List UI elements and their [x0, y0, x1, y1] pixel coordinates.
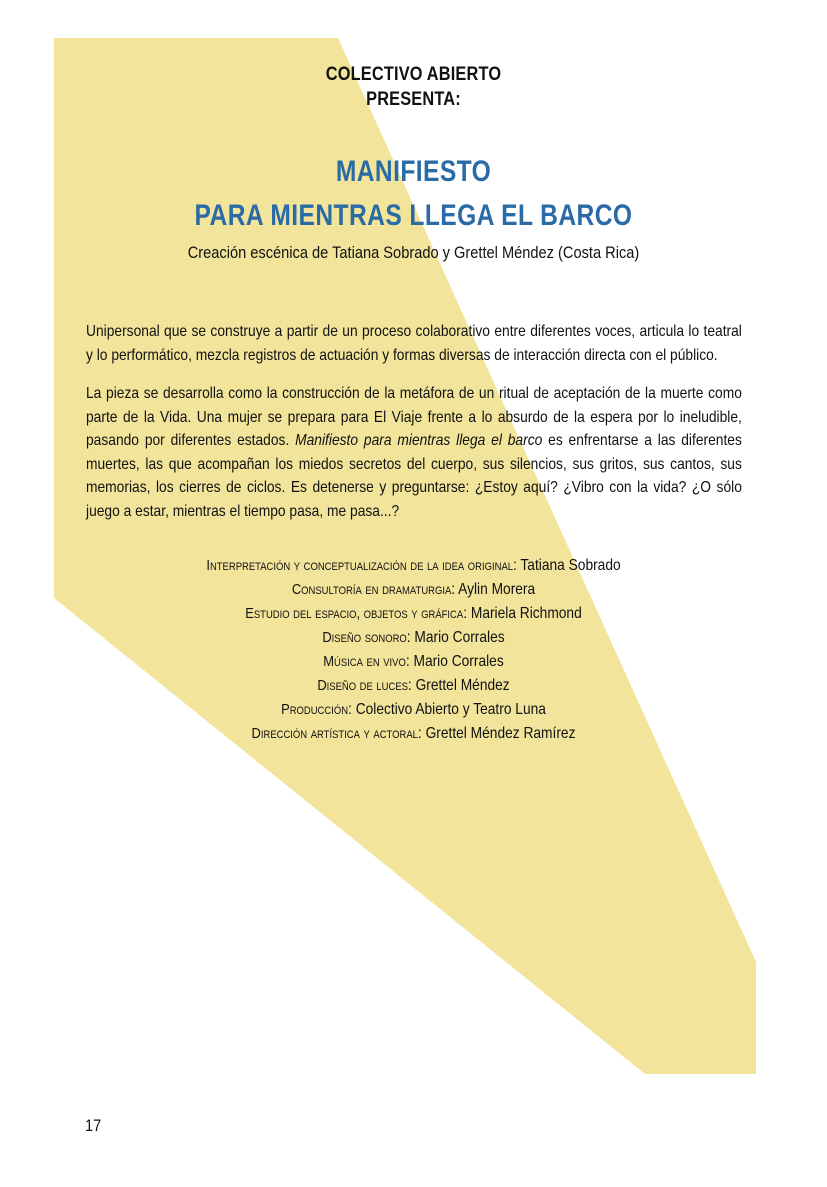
- description-paragraph-1: [86, 320, 742, 367]
- presenter-line-2: PRESENTA:: [366, 89, 461, 110]
- paragraph-2-end: es enfrentarse a las diferentes muertes, las que acompañan los miedos secretos del cuerpo, sus silencios, sus gritos, sus cantos, sus memorias, los cierres de ciclos. Es detenerse y preguntarse: ¿Estoy aquí? ¿Vibro con la vida? ¿O sólo juego a estar, mientras el tiempo pasa, me pasa...?: [86, 432, 742, 520]
- show-subtitle: Creación escénica de Tatiana Sobrado y Grettel Méndez (Costa Rica): [187, 243, 640, 262]
- show-title: [74, 150, 752, 238]
- page-number: 17: [85, 1116, 102, 1135]
- credit-line: Dirección artística y actoral: Grettel Méndez Ramírez: [251, 725, 576, 742]
- credit-role: Producción: [281, 701, 349, 718]
- title-line-1: MANIFIESTO: [335, 155, 492, 188]
- credit-name: Aylin Morera: [458, 581, 536, 598]
- credit-name: Grettel Méndez Ramírez: [425, 725, 576, 742]
- credit-name: Grettel Méndez: [415, 677, 510, 694]
- credit-line: Interpretación y conceptualización de la idea original: Tatiana Sobrado: [206, 557, 621, 574]
- credit-line: Diseño de luces: Grettel Méndez: [317, 677, 510, 694]
- paragraph-2-start: La pieza se desarrolla como la construcción de la metáfora de un ritual de aceptación de la muerte como parte de la Vida. Una mujer se prepara para El Viaje frente a lo absurdo de la espera por lo ineludible, pasando por diferentes estados.: [86, 385, 742, 449]
- description-paragraph-2: [86, 382, 742, 523]
- credit-name: Tatiana Sobrado: [520, 557, 621, 574]
- credit-role: Interpretación y conceptualización de la idea original: [206, 557, 514, 574]
- credit-name: Mariela Richmond: [470, 605, 582, 622]
- presenter-line-1: COLECTIVO ABIERTO: [325, 64, 502, 85]
- paragraph-1-text: Unipersonal que se construye a partir de un proceso colaborativo entre diferentes voces, articula lo teatral y lo performático, mezcla registros de actuación y formas diversas de interacción directa con el público.: [86, 323, 742, 364]
- title-line-2: PARA MIENTRAS LLEGA EL BARCO: [194, 199, 633, 232]
- credit-role: Música en vivo: [323, 653, 406, 670]
- credit-name: Mario Corrales: [413, 653, 504, 670]
- credit-role: Estudio del espacio, objetos y gráfica: [245, 605, 464, 622]
- credit-name: Mario Corrales: [414, 629, 505, 646]
- credits-list: [0, 554, 827, 746]
- credit-role: Diseño sonoro: [322, 629, 407, 646]
- credit-role: Dirección artística y actoral: [251, 725, 418, 742]
- credit-line: Música en vivo: Mario Corrales: [323, 653, 504, 670]
- paragraph-2-text: [86, 382, 742, 523]
- credit-line: Diseño sonoro: Mario Corrales: [322, 629, 505, 646]
- credit-line: Producción: Colectivo Abierto y Teatro Luna: [281, 701, 546, 718]
- credit-role: Diseño de luces: [317, 677, 408, 694]
- paragraph-2-italic-title: Manifiesto para mientras llega el barco: [295, 432, 543, 449]
- credit-line: Estudio del espacio, objetos y gráfica: Mariela Richmond: [245, 605, 582, 622]
- credit-role: Consultoría en dramaturgia: [291, 581, 452, 598]
- credit-name: Colectivo Abierto y Teatro Luna: [355, 701, 546, 718]
- presenter-block: [58, 62, 769, 112]
- credit-line: Consultoría en dramaturgia: Aylin Morera: [291, 581, 536, 598]
